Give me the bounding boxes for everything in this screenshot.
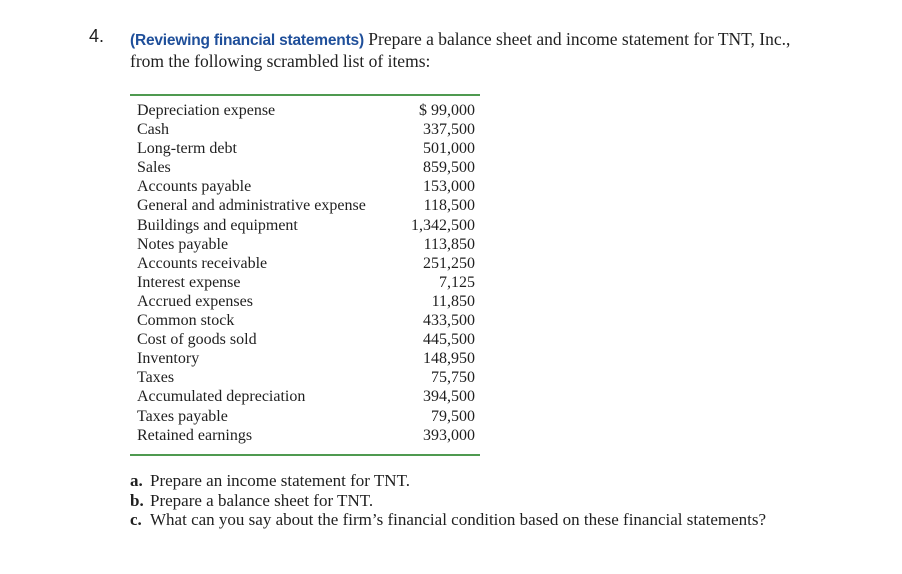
item-amount: 445,500	[423, 331, 475, 349]
table-row	[137, 407, 475, 426]
question-letter: c.	[130, 510, 142, 529]
item-label: General and administrative expense	[137, 197, 366, 215]
problem-number: 4.	[89, 26, 105, 46]
item-label: Sales	[137, 159, 171, 177]
item-label: Accounts receivable	[137, 254, 268, 272]
table-row	[137, 292, 475, 311]
question-text: Prepare a balance sheet for TNT.	[150, 490, 374, 510]
item-amount: 7,125	[439, 273, 475, 291]
table-row	[137, 387, 475, 406]
item-amount: 11,850	[431, 292, 475, 310]
item-amount: $ 99,000	[419, 102, 475, 119]
items-table	[137, 101, 475, 445]
item-label: Accounts payable	[137, 178, 252, 196]
table-row	[137, 177, 475, 196]
item-amount: 433,500	[423, 312, 475, 330]
question-letter: a.	[130, 471, 143, 490]
table-row	[137, 216, 475, 235]
item-label: Cash	[137, 121, 169, 139]
item-label: Notes payable	[137, 235, 229, 253]
item-label: Retained earnings	[137, 426, 253, 444]
item-label: Interest expense	[137, 273, 241, 291]
table-row	[137, 196, 475, 215]
item-label: Long-term debt	[137, 140, 237, 158]
item-amount: 153,000	[423, 178, 475, 196]
item-label: Inventory	[137, 350, 200, 368]
item-amount: 501,000	[423, 140, 475, 158]
table-row	[137, 120, 475, 139]
table-bottom-rule	[130, 454, 480, 456]
question-text: What can you say about the firm’s financial condition based on these financial statements?	[150, 510, 767, 529]
question-item	[130, 471, 770, 491]
item-amount: 393,000	[423, 426, 475, 444]
item-label: Accrued expenses	[137, 292, 253, 310]
question-letter: b.	[130, 490, 144, 510]
table-row	[137, 368, 475, 387]
question-item	[130, 491, 770, 511]
item-amount: 118,500	[423, 197, 475, 215]
items-table-body	[137, 101, 475, 445]
question-text: Prepare an income statement for TNT.	[150, 471, 410, 490]
table-row	[137, 101, 475, 120]
table-top-rule	[130, 94, 480, 96]
item-label: Depreciation expense	[137, 102, 276, 119]
item-label: Common stock	[137, 312, 235, 330]
table-row	[137, 158, 475, 177]
problem-prompt	[130, 29, 810, 71]
problem-heading: (Reviewing financial statements)	[130, 32, 364, 49]
item-amount: 113,850	[423, 235, 475, 253]
item-amount: 337,500	[423, 121, 475, 139]
question-item	[130, 510, 770, 530]
table-row	[137, 139, 475, 158]
item-label: Accumulated depreciation	[137, 388, 306, 406]
item-amount: 75,750	[431, 369, 475, 387]
item-amount: 251,250	[423, 254, 475, 272]
item-amount: 79,500	[431, 407, 475, 425]
item-amount: 1,342,500	[411, 216, 475, 234]
item-amount: 859,500	[423, 159, 475, 177]
item-label: Cost of goods sold	[137, 331, 257, 349]
item-label: Taxes payable	[137, 407, 228, 425]
table-row	[137, 426, 475, 445]
table-row	[137, 349, 475, 368]
item-label: Taxes	[137, 369, 175, 387]
item-amount: 394,500	[423, 388, 475, 406]
table-row	[137, 273, 475, 292]
table-row	[137, 235, 475, 254]
problem-prompt-text: Prepare a balance sheet and income statement for TNT, Inc., from the following scrambled list of items:	[130, 29, 791, 71]
table-row	[137, 330, 475, 349]
item-label: Buildings and equipment	[137, 216, 298, 234]
table-row	[137, 254, 475, 273]
item-amount: 148,950	[423, 350, 475, 368]
table-row	[137, 311, 475, 330]
questions-list	[130, 471, 770, 530]
